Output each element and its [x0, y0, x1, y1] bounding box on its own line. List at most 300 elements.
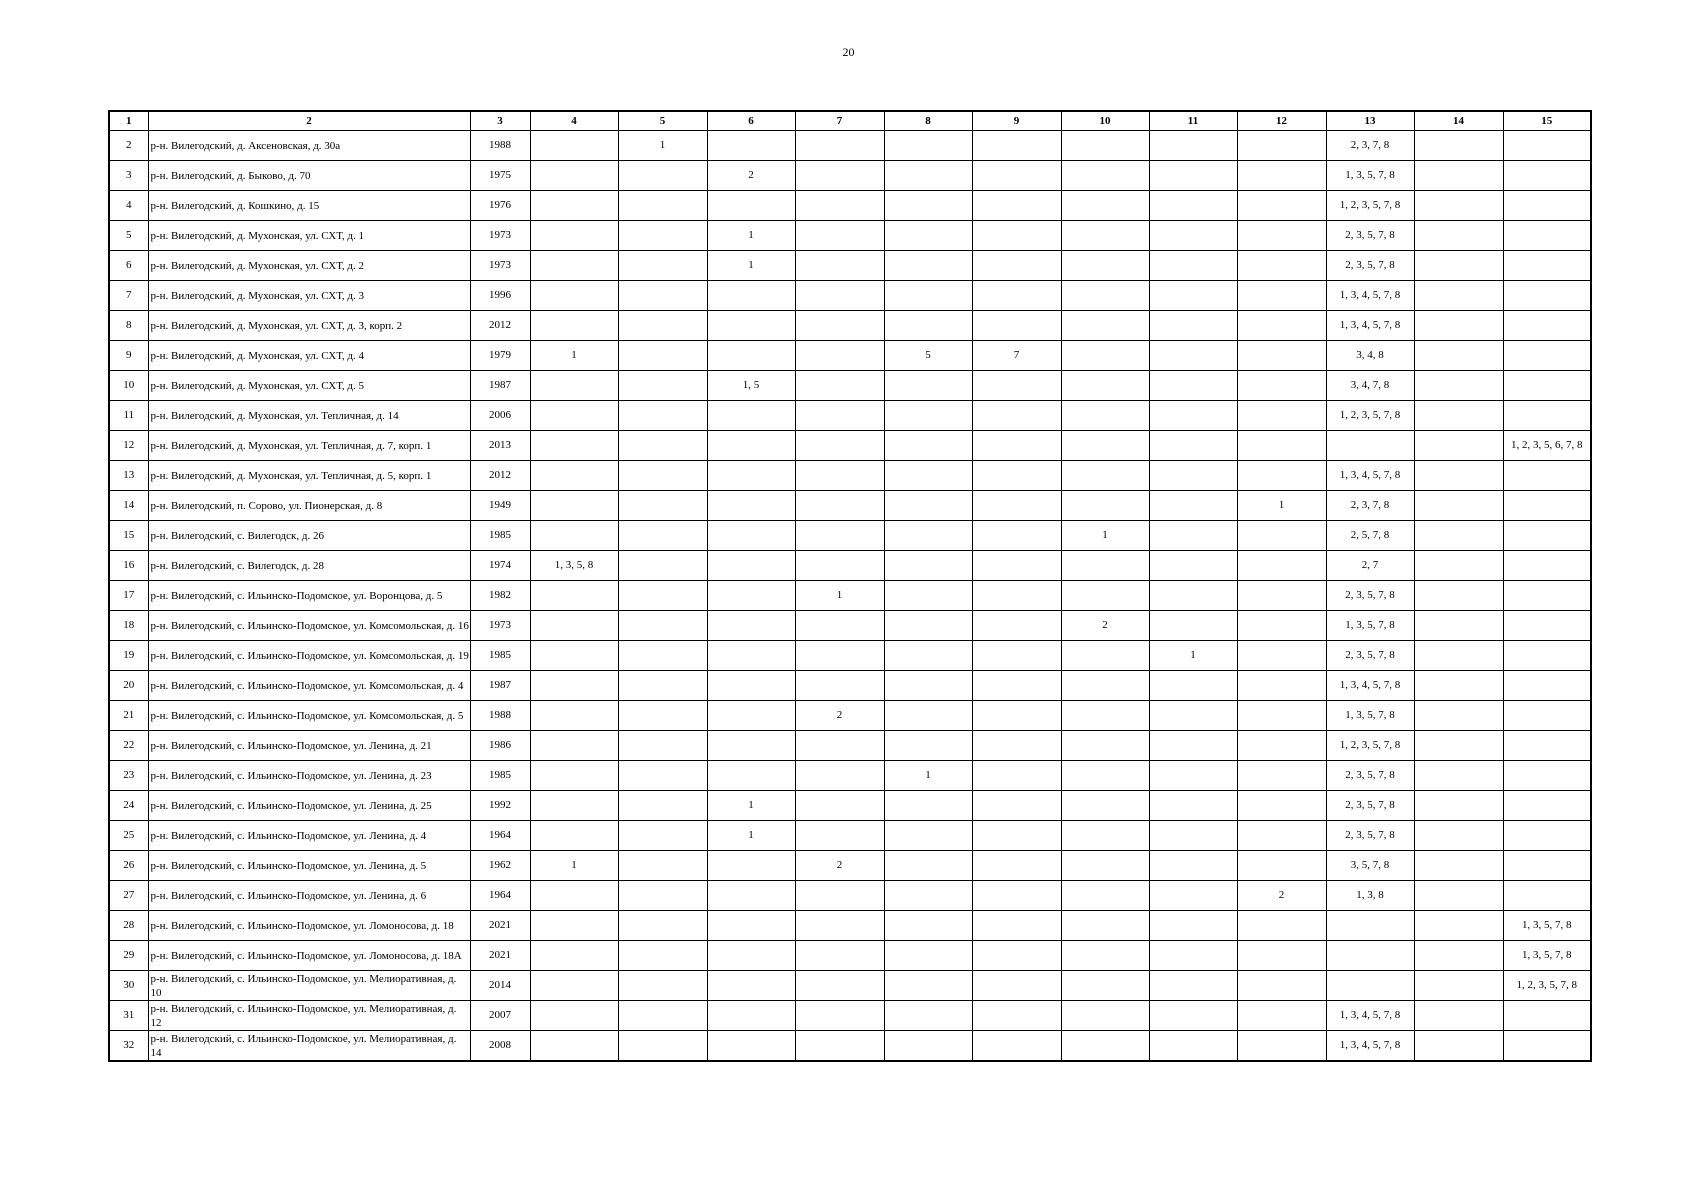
table-cell: [1503, 761, 1591, 791]
address-cell: р-н. Вилегодский, с. Ильинско-Подомское, ул. Ломоносова, д. 18А: [148, 941, 470, 971]
table-cell: [707, 281, 795, 311]
table-cell: 1, 2, 3, 5, 7, 8: [1503, 971, 1591, 1001]
column-header-11: 11: [1149, 111, 1237, 131]
address-cell: р-н. Вилегодский, д. Мухонская, ул. Тепличная, д. 14: [148, 401, 470, 431]
address-cell: р-н. Вилегодский, с. Ильинско-Подомское, ул. Ломоносова, д. 18: [148, 911, 470, 941]
table-cell: [1237, 611, 1326, 641]
table-cell: [1414, 761, 1503, 791]
address-cell: р-н. Вилегодский, д. Мухонская, ул. СХТ, д. 3: [148, 281, 470, 311]
table-cell: 1: [1061, 521, 1149, 551]
table-cell: [1414, 971, 1503, 1001]
table-cell: [1503, 491, 1591, 521]
table-cell: [1061, 281, 1149, 311]
address-cell: р-н. Вилегодский, с. Ильинско-Подомское, ул. Комсомольская, д. 19: [148, 641, 470, 671]
table-row: [109, 821, 1591, 851]
table-row: [109, 641, 1591, 671]
table-cell: 2, 3, 7, 8: [1326, 491, 1414, 521]
table-cell: [795, 611, 884, 641]
table-cell: 1973: [470, 251, 530, 281]
table-cell: 3, 4, 8: [1326, 341, 1414, 371]
table-cell: [618, 221, 707, 251]
table-cell: [618, 1001, 707, 1031]
table-cell: [795, 761, 884, 791]
table-cell: [530, 221, 618, 251]
table-cell: [1061, 731, 1149, 761]
column-header-9: 9: [972, 111, 1061, 131]
table-cell: [884, 191, 972, 221]
table-cell: 2: [1237, 881, 1326, 911]
table-cell: 5: [109, 221, 148, 251]
table-cell: [530, 491, 618, 521]
table-cell: [618, 671, 707, 701]
table-cell: [972, 251, 1061, 281]
table-cell: [1149, 281, 1237, 311]
table-cell: 19: [109, 641, 148, 671]
table-cell: [1149, 521, 1237, 551]
table-row: [109, 191, 1591, 221]
table-cell: [1149, 461, 1237, 491]
table-cell: [795, 341, 884, 371]
table-cell: [1237, 281, 1326, 311]
table-cell: 17: [109, 581, 148, 611]
table-cell: 2007: [470, 1001, 530, 1031]
address-cell: р-н. Вилегодский, д. Мухонская, ул. СХТ, д. 2: [148, 251, 470, 281]
table-cell: [1061, 491, 1149, 521]
table-cell: [1326, 911, 1414, 941]
table-cell: 1: [530, 341, 618, 371]
table-cell: [795, 251, 884, 281]
table-cell: [1326, 431, 1414, 461]
table-cell: [707, 341, 795, 371]
table-cell: [795, 641, 884, 671]
table-cell: [1414, 551, 1503, 581]
table-cell: [884, 1001, 972, 1031]
table-cell: 1988: [470, 131, 530, 161]
table-cell: [1149, 401, 1237, 431]
table-cell: [1237, 1001, 1326, 1031]
table-cell: [1503, 131, 1591, 161]
table-cell: [1149, 431, 1237, 461]
table-cell: [530, 461, 618, 491]
table-cell: [1149, 941, 1237, 971]
table-cell: [1061, 971, 1149, 1001]
table-cell: 1985: [470, 641, 530, 671]
table-cell: [1414, 941, 1503, 971]
table-cell: [1503, 191, 1591, 221]
table-row: [109, 431, 1591, 461]
table-cell: [1503, 521, 1591, 551]
table-cell: [1061, 911, 1149, 941]
table-cell: [1149, 221, 1237, 251]
table-cell: 1, 2, 3, 5, 7, 8: [1326, 731, 1414, 761]
table-cell: 2012: [470, 461, 530, 491]
table-cell: [618, 311, 707, 341]
table-cell: [618, 581, 707, 611]
address-cell: р-н. Вилегодский, с. Вилегодск, д. 26: [148, 521, 470, 551]
table-cell: [972, 1001, 1061, 1031]
table-row: [109, 461, 1591, 491]
table-cell: [884, 221, 972, 251]
table-cell: 1, 3, 5, 7, 8: [1503, 911, 1591, 941]
address-cell: р-н. Вилегодский, д. Аксеновская, д. 30а: [148, 131, 470, 161]
table-cell: [1237, 911, 1326, 941]
table-cell: [972, 401, 1061, 431]
page-number: 20: [842, 45, 855, 59]
table-cell: [530, 941, 618, 971]
table-cell: [795, 491, 884, 521]
table-cell: [530, 731, 618, 761]
table-cell: [1149, 761, 1237, 791]
table-cell: [972, 131, 1061, 161]
address-cell: р-н. Вилегодский, п. Сорово, ул. Пионерская, д. 8: [148, 491, 470, 521]
table-cell: [1503, 791, 1591, 821]
table-cell: 1964: [470, 881, 530, 911]
table-cell: 1975: [470, 161, 530, 191]
table-cell: 1996: [470, 281, 530, 311]
table-cell: [884, 161, 972, 191]
table-cell: 16: [109, 551, 148, 581]
table-cell: [795, 521, 884, 551]
table-cell: [1503, 1001, 1591, 1031]
table-cell: [618, 851, 707, 881]
table-cell: [884, 911, 972, 941]
table-cell: [618, 341, 707, 371]
table-row: [109, 731, 1591, 761]
table-cell: [1503, 371, 1591, 401]
table-cell: 1973: [470, 611, 530, 641]
table-cell: [618, 761, 707, 791]
table-cell: [618, 251, 707, 281]
table-cell: [972, 641, 1061, 671]
address-cell: р-н. Вилегодский, с. Ильинско-Подомское, ул. Ленина, д. 23: [148, 761, 470, 791]
table-cell: [618, 281, 707, 311]
table-cell: 2, 5, 7, 8: [1326, 521, 1414, 551]
table-cell: [1237, 821, 1326, 851]
column-header-1: 1: [109, 111, 148, 131]
table-cell: 4: [109, 191, 148, 221]
table-cell: 18: [109, 611, 148, 641]
table-cell: [618, 941, 707, 971]
table-cell: [795, 131, 884, 161]
table-cell: 1, 3, 5, 7, 8: [1326, 611, 1414, 641]
table-cell: [884, 491, 972, 521]
table-cell: [1237, 341, 1326, 371]
table-row: [109, 311, 1591, 341]
table-cell: [1149, 161, 1237, 191]
table-cell: 12: [109, 431, 148, 461]
table-cell: [1149, 1031, 1237, 1062]
table-cell: 1987: [470, 371, 530, 401]
column-header-3: 3: [470, 111, 530, 131]
address-cell: р-н. Вилегодский, д. Кошкино, д. 15: [148, 191, 470, 221]
table-cell: [972, 761, 1061, 791]
table-cell: 2, 3, 5, 7, 8: [1326, 821, 1414, 851]
table-cell: [1061, 941, 1149, 971]
table-cell: [530, 311, 618, 341]
table-cell: [618, 881, 707, 911]
address-cell: р-н. Вилегодский, с. Ильинско-Подомское, ул. Комсомольская, д. 4: [148, 671, 470, 701]
table-cell: [972, 881, 1061, 911]
table-cell: [530, 401, 618, 431]
table-cell: [530, 701, 618, 731]
table-cell: [1414, 341, 1503, 371]
table-cell: [884, 281, 972, 311]
table-cell: [795, 371, 884, 401]
table-cell: [1237, 401, 1326, 431]
table-cell: 1, 3, 4, 5, 7, 8: [1326, 1001, 1414, 1031]
table-cell: [884, 581, 972, 611]
table-cell: [1061, 671, 1149, 701]
table-cell: [884, 941, 972, 971]
table-cell: [884, 881, 972, 911]
table-cell: [884, 551, 972, 581]
table-row: [109, 401, 1591, 431]
table-cell: 20: [109, 671, 148, 701]
table-cell: 1, 3, 5, 8: [530, 551, 618, 581]
table-cell: [795, 551, 884, 581]
table-row: [109, 341, 1591, 371]
table-cell: [1061, 161, 1149, 191]
table-cell: [1503, 251, 1591, 281]
table-cell: [1061, 251, 1149, 281]
table-row: [109, 251, 1591, 281]
table-cell: [1414, 221, 1503, 251]
table-cell: [1237, 551, 1326, 581]
table-cell: 30: [109, 971, 148, 1001]
table-cell: 25: [109, 821, 148, 851]
table-cell: [795, 821, 884, 851]
table-cell: [1061, 1001, 1149, 1031]
table-cell: 1: [530, 851, 618, 881]
table-cell: [530, 581, 618, 611]
table-cell: [1149, 1001, 1237, 1031]
table-cell: 1: [1149, 641, 1237, 671]
table-cell: [1237, 671, 1326, 701]
table-cell: 5: [884, 341, 972, 371]
table-row: [109, 131, 1591, 161]
table-cell: 1: [707, 821, 795, 851]
column-header-6: 6: [707, 111, 795, 131]
table-cell: 26: [109, 851, 148, 881]
table-cell: [618, 401, 707, 431]
table-cell: 31: [109, 1001, 148, 1031]
table-cell: [1061, 371, 1149, 401]
table-cell: [707, 701, 795, 731]
table-cell: [707, 1031, 795, 1062]
table-row: [109, 971, 1591, 1001]
housing-register-table: [108, 110, 1592, 1062]
table-cell: [707, 731, 795, 761]
table-cell: [1414, 611, 1503, 641]
table-cell: [1149, 251, 1237, 281]
table-cell: [884, 791, 972, 821]
table-cell: 1: [795, 581, 884, 611]
table-cell: [1237, 971, 1326, 1001]
table-cell: [530, 671, 618, 701]
table-cell: [1149, 731, 1237, 761]
address-cell: р-н. Вилегодский, д. Мухонская, ул. Тепличная, д. 7, корп. 1: [148, 431, 470, 461]
table-cell: [707, 881, 795, 911]
table-cell: [1503, 161, 1591, 191]
table-cell: [884, 731, 972, 761]
table-cell: [972, 491, 1061, 521]
table-cell: [1414, 161, 1503, 191]
table-cell: [1237, 311, 1326, 341]
table-cell: 13: [109, 461, 148, 491]
table-cell: [1061, 221, 1149, 251]
table-cell: [707, 851, 795, 881]
table-cell: [972, 851, 1061, 881]
table-cell: 1986: [470, 731, 530, 761]
table-cell: [530, 251, 618, 281]
table-cell: [707, 521, 795, 551]
table-cell: [1414, 1001, 1503, 1031]
table-cell: [972, 941, 1061, 971]
table-cell: [1503, 311, 1591, 341]
table-cell: [1414, 881, 1503, 911]
table-cell: [1149, 371, 1237, 401]
table-cell: [1061, 851, 1149, 881]
table-cell: [1503, 701, 1591, 731]
table-row: [109, 371, 1591, 401]
table-cell: [1326, 941, 1414, 971]
column-header-13: 13: [1326, 111, 1414, 131]
table-cell: [530, 611, 618, 641]
table-cell: [1326, 971, 1414, 1001]
table-cell: [1149, 881, 1237, 911]
table-cell: [884, 971, 972, 1001]
table-cell: [1061, 1031, 1149, 1062]
table-cell: 1, 3, 8: [1326, 881, 1414, 911]
table-cell: [1237, 161, 1326, 191]
table-cell: [1061, 641, 1149, 671]
table-cell: 1976: [470, 191, 530, 221]
table-cell: [1503, 641, 1591, 671]
table-cell: [618, 551, 707, 581]
table-cell: 1: [618, 131, 707, 161]
address-cell: р-н. Вилегодский, д. Мухонская, ул. СХТ, д. 5: [148, 371, 470, 401]
table-cell: [1061, 701, 1149, 731]
table-cell: [795, 461, 884, 491]
table-cell: 8: [109, 311, 148, 341]
table-cell: [1061, 461, 1149, 491]
column-header-12: 12: [1237, 111, 1326, 131]
table-cell: [707, 671, 795, 701]
table-cell: [1149, 611, 1237, 641]
table-cell: [1503, 401, 1591, 431]
table-row: [109, 551, 1591, 581]
address-cell: р-н. Вилегодский, д. Быково, д. 70: [148, 161, 470, 191]
table-row: [109, 281, 1591, 311]
table-cell: [1414, 251, 1503, 281]
table-cell: [530, 161, 618, 191]
table-cell: [1237, 371, 1326, 401]
table-cell: 1: [707, 791, 795, 821]
table-cell: [972, 821, 1061, 851]
table-cell: 1, 3, 5, 7, 8: [1326, 161, 1414, 191]
table-cell: 1985: [470, 761, 530, 791]
table-cell: [530, 131, 618, 161]
table-cell: [884, 641, 972, 671]
table-cell: 7: [972, 341, 1061, 371]
table-cell: [530, 881, 618, 911]
address-cell: р-н. Вилегодский, с. Ильинско-Подомское, ул. Комсомольская, д. 16: [148, 611, 470, 641]
table-cell: 1979: [470, 341, 530, 371]
table-cell: 1, 3, 4, 5, 7, 8: [1326, 281, 1414, 311]
table-cell: 7: [109, 281, 148, 311]
table-cell: [1414, 671, 1503, 701]
table-cell: [795, 281, 884, 311]
table-cell: [1149, 311, 1237, 341]
table-row: [109, 671, 1591, 701]
table-cell: [618, 971, 707, 1001]
table-cell: 2: [795, 851, 884, 881]
table-cell: [1061, 341, 1149, 371]
table-cell: [1414, 281, 1503, 311]
table-cell: 11: [109, 401, 148, 431]
table-cell: 1, 5: [707, 371, 795, 401]
table-cell: [972, 371, 1061, 401]
table-cell: [795, 971, 884, 1001]
table-row: [109, 761, 1591, 791]
table-cell: [1149, 671, 1237, 701]
address-cell: р-н. Вилегодский, с. Ильинско-Подомское, ул. Комсомольская, д. 5: [148, 701, 470, 731]
table-cell: [972, 281, 1061, 311]
table-cell: [1237, 1031, 1326, 1062]
table-cell: [1237, 641, 1326, 671]
address-cell: р-н. Вилегодский, с. Ильинско-Подомское, ул. Ленина, д. 6: [148, 881, 470, 911]
column-header-7: 7: [795, 111, 884, 131]
table-cell: 1, 3, 4, 5, 7, 8: [1326, 1031, 1414, 1062]
table-cell: [1061, 761, 1149, 791]
table-cell: [795, 431, 884, 461]
table-row: [109, 221, 1591, 251]
address-cell: р-н. Вилегодский, с. Ильинско-Подомское, ул. Ленина, д. 21: [148, 731, 470, 761]
table-cell: [1061, 311, 1149, 341]
table-cell: 21: [109, 701, 148, 731]
table-cell: [530, 521, 618, 551]
table-cell: 2, 7: [1326, 551, 1414, 581]
table-cell: [884, 821, 972, 851]
table-cell: [1061, 881, 1149, 911]
column-header-2: 2: [148, 111, 470, 131]
table-cell: [707, 971, 795, 1001]
table-cell: [795, 791, 884, 821]
table-cell: 2014: [470, 971, 530, 1001]
table-cell: [530, 191, 618, 221]
table-cell: 14: [109, 491, 148, 521]
table-cell: [1149, 971, 1237, 1001]
table-cell: [1149, 701, 1237, 731]
table-cell: [972, 221, 1061, 251]
table-cell: 2: [707, 161, 795, 191]
table-cell: 1974: [470, 551, 530, 581]
table-cell: 2: [109, 131, 148, 161]
address-cell: р-н. Вилегодский, с. Вилегодск, д. 28: [148, 551, 470, 581]
address-cell: р-н. Вилегодский, с. Ильинско-Подомское, ул. Ленина, д. 5: [148, 851, 470, 881]
table-cell: [972, 461, 1061, 491]
table-row: [109, 941, 1591, 971]
table-cell: 1, 3, 4, 5, 7, 8: [1326, 461, 1414, 491]
table-cell: [795, 881, 884, 911]
table-row: [109, 701, 1591, 731]
table-cell: 2, 3, 7, 8: [1326, 131, 1414, 161]
table-cell: 1: [707, 251, 795, 281]
column-header-4: 4: [530, 111, 618, 131]
table-row: [109, 581, 1591, 611]
table-cell: [972, 671, 1061, 701]
address-cell: р-н. Вилегодский, с. Ильинско-Подомское, ул. Мелиоративная, д. 12: [148, 1001, 470, 1031]
